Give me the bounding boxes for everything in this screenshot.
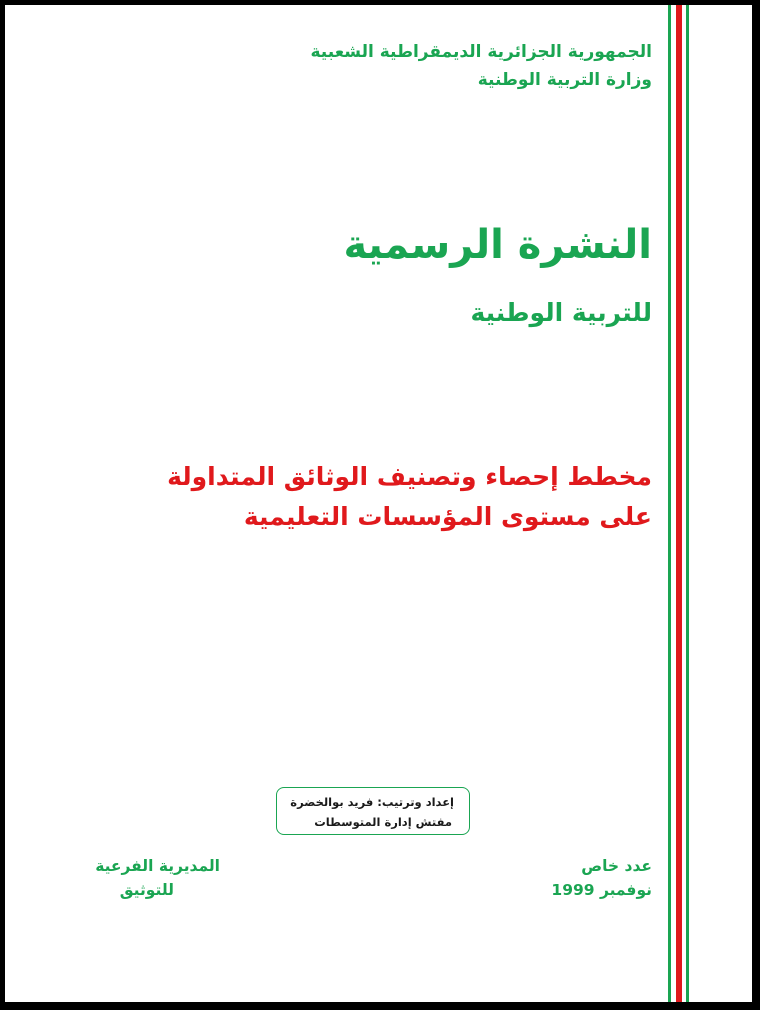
topic-title-line-1: مخطط إحصاء وتصنيف الوثائق المتداولة [167, 462, 652, 491]
issue-date: نوفمبر 1999 [551, 881, 652, 899]
bulletin-subtitle: للتربية الوطنية [470, 298, 652, 327]
bulletin-title: النشرة الرسمية [343, 222, 652, 268]
credit-author: إعداد وترتيب: فريد بوالخضرة [290, 795, 454, 809]
topic-title-line-2: على مستوى المؤسسات التعليمية [243, 502, 652, 531]
department-name: المديرية الفرعية [95, 857, 220, 875]
department-division: للتوثيق [119, 881, 174, 899]
flag-stripe-green-right [686, 5, 689, 1002]
issue-type: عدد خاص [581, 857, 652, 875]
flag-stripe-red [676, 5, 682, 1002]
republic-name: الجمهورية الجزائرية الديمقراطية الشعبية [310, 42, 652, 62]
credit-role: مفتش إدارة المتوسطات [314, 815, 452, 829]
ministry-name: وزارة التربية الوطنية [477, 70, 652, 90]
flag-stripe-green-left [668, 5, 671, 1002]
